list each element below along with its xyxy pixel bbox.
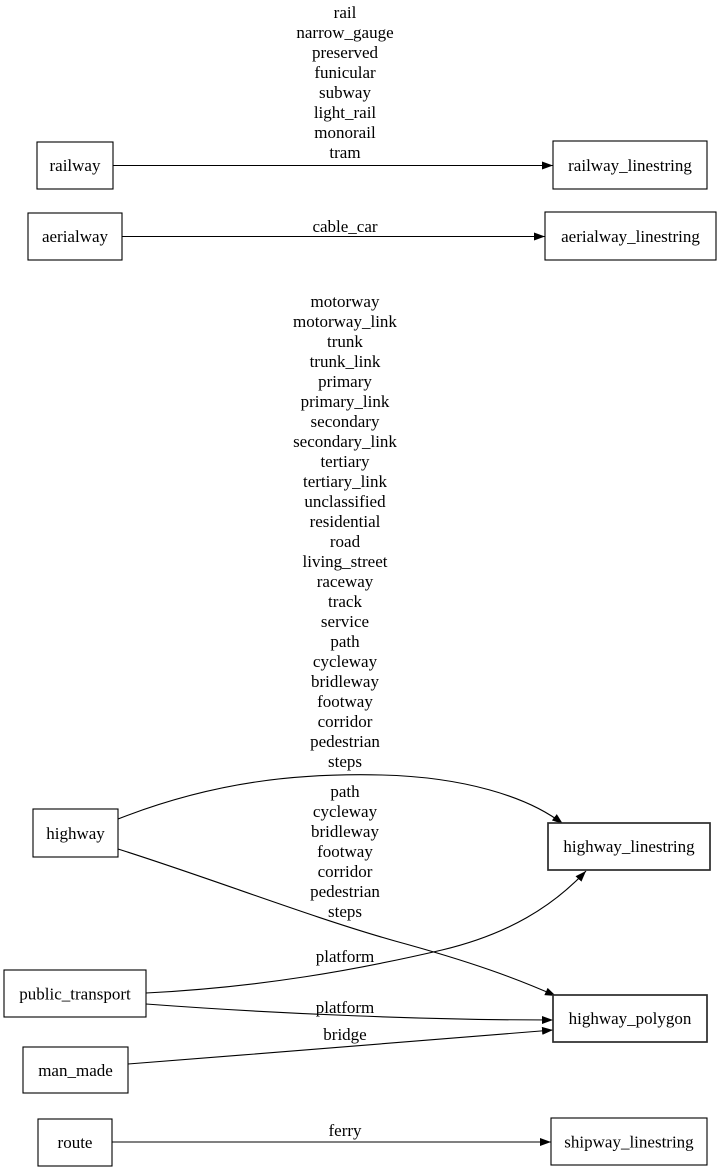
node-railway bbox=[37, 142, 113, 189]
node-highway_linestring bbox=[548, 823, 710, 870]
node-railway_linestring bbox=[553, 141, 707, 189]
highway-linestring-edge-label-line: motorway bbox=[310, 292, 380, 311]
highway-linestring-edge-label-line: steps bbox=[328, 752, 362, 771]
node-shipway_linestring bbox=[551, 1118, 707, 1165]
node-label: highway_linestring bbox=[563, 837, 695, 856]
railway-edge-label-line: narrow_gauge bbox=[296, 23, 394, 42]
highway-linestring-edge-label-line: pedestrian bbox=[310, 732, 380, 751]
platform-linestring-edge-label: platform bbox=[315, 947, 375, 966]
highway-linestring-edge-label-line: footway bbox=[317, 692, 373, 711]
highway-polygon-edge-label-line: footway bbox=[317, 842, 373, 861]
highway-linestring-edge-label-line: residential bbox=[309, 512, 381, 531]
highway-linestring-edge-label-line: track bbox=[328, 592, 362, 611]
railway-edge-label-line: funicular bbox=[314, 63, 376, 82]
node-public_transport bbox=[4, 970, 146, 1017]
edge-labels bbox=[293, 3, 397, 1140]
ferry-edge-label: ferry bbox=[328, 1121, 362, 1140]
railway-edge-label-line: tram bbox=[329, 143, 361, 162]
node-man_made bbox=[23, 1047, 128, 1093]
highway-linestring-edge-label-line: path bbox=[330, 632, 360, 651]
railway-edge-label-line: monorail bbox=[314, 123, 376, 142]
highway-linestring-edge-label-line: tertiary_link bbox=[302, 472, 388, 491]
highway-linestring-edge-label-line: living_street bbox=[302, 552, 388, 571]
node-highway bbox=[33, 809, 118, 857]
node-route bbox=[38, 1119, 112, 1166]
highway-linestring-edge-label-line: service bbox=[320, 612, 370, 631]
highway-linestring-edge-label-line: motorway_link bbox=[293, 312, 397, 331]
aerialway-edge-label: cable_car bbox=[312, 217, 378, 236]
highway-polygon-edge-label-line: corridor bbox=[317, 862, 373, 881]
highway-linestring-edge-label-line: secondary_link bbox=[293, 432, 397, 451]
node-aerialway bbox=[28, 213, 122, 260]
platform-polygon-edge-label: platform bbox=[315, 998, 375, 1017]
highway-linestring-edge-label-line: cycleway bbox=[312, 652, 378, 671]
highway-polygon-edge-label-line: bridleway bbox=[311, 822, 379, 841]
node-label: highway bbox=[46, 824, 105, 843]
node-label: railway bbox=[49, 156, 101, 175]
highway-polygon-edge-label-line: path bbox=[330, 782, 360, 801]
node-label: public_transport bbox=[19, 984, 131, 1004]
railway-edge-label-line: subway bbox=[319, 83, 371, 102]
railway-edge-label-line: preserved bbox=[311, 43, 379, 62]
highway-linestring-edge-label-line: road bbox=[329, 532, 361, 551]
node-label: aerialway bbox=[41, 227, 109, 246]
railway-edge-label-line: rail bbox=[333, 3, 357, 22]
node-label: highway_polygon bbox=[568, 1009, 692, 1028]
node-highway_polygon bbox=[553, 995, 707, 1042]
node-label: man_made bbox=[38, 1061, 113, 1080]
highway-linestring-edge-label-line: trunk bbox=[327, 332, 363, 351]
node-label: route bbox=[57, 1133, 93, 1152]
highway-polygon-edge-label-line: pedestrian bbox=[310, 882, 380, 901]
node-aerialway_linestring bbox=[545, 212, 716, 260]
highway-linestring-edge-label-line: secondary bbox=[310, 412, 380, 431]
railway-edge-label-line: light_rail bbox=[313, 103, 377, 122]
highway-linestring-edge-label-line: tertiary bbox=[320, 452, 370, 471]
node-label: shipway_linestring bbox=[564, 1132, 694, 1152]
highway-linestring-edge-label-line: unclassified bbox=[304, 492, 386, 511]
highway-linestring-edge-label-line: raceway bbox=[316, 572, 374, 591]
highway-linestring-edge-label-line: primary bbox=[318, 372, 372, 391]
highway-linestring-edge-label-line: corridor bbox=[317, 712, 373, 731]
node-label: railway_linestring bbox=[568, 156, 692, 175]
highway-linestring-edge-label-line: primary_link bbox=[300, 392, 390, 411]
highway-polygon-edge-label-line: cycleway bbox=[312, 802, 378, 821]
highway-linestring-edge-label-line: bridleway bbox=[311, 672, 379, 691]
highway-polygon-edge-label-line: steps bbox=[328, 902, 362, 921]
highway-linestring-edge-label-line: trunk_link bbox=[309, 352, 381, 371]
node-label: aerialway_linestring bbox=[561, 227, 700, 246]
bridge-edge-label: bridge bbox=[323, 1025, 367, 1044]
